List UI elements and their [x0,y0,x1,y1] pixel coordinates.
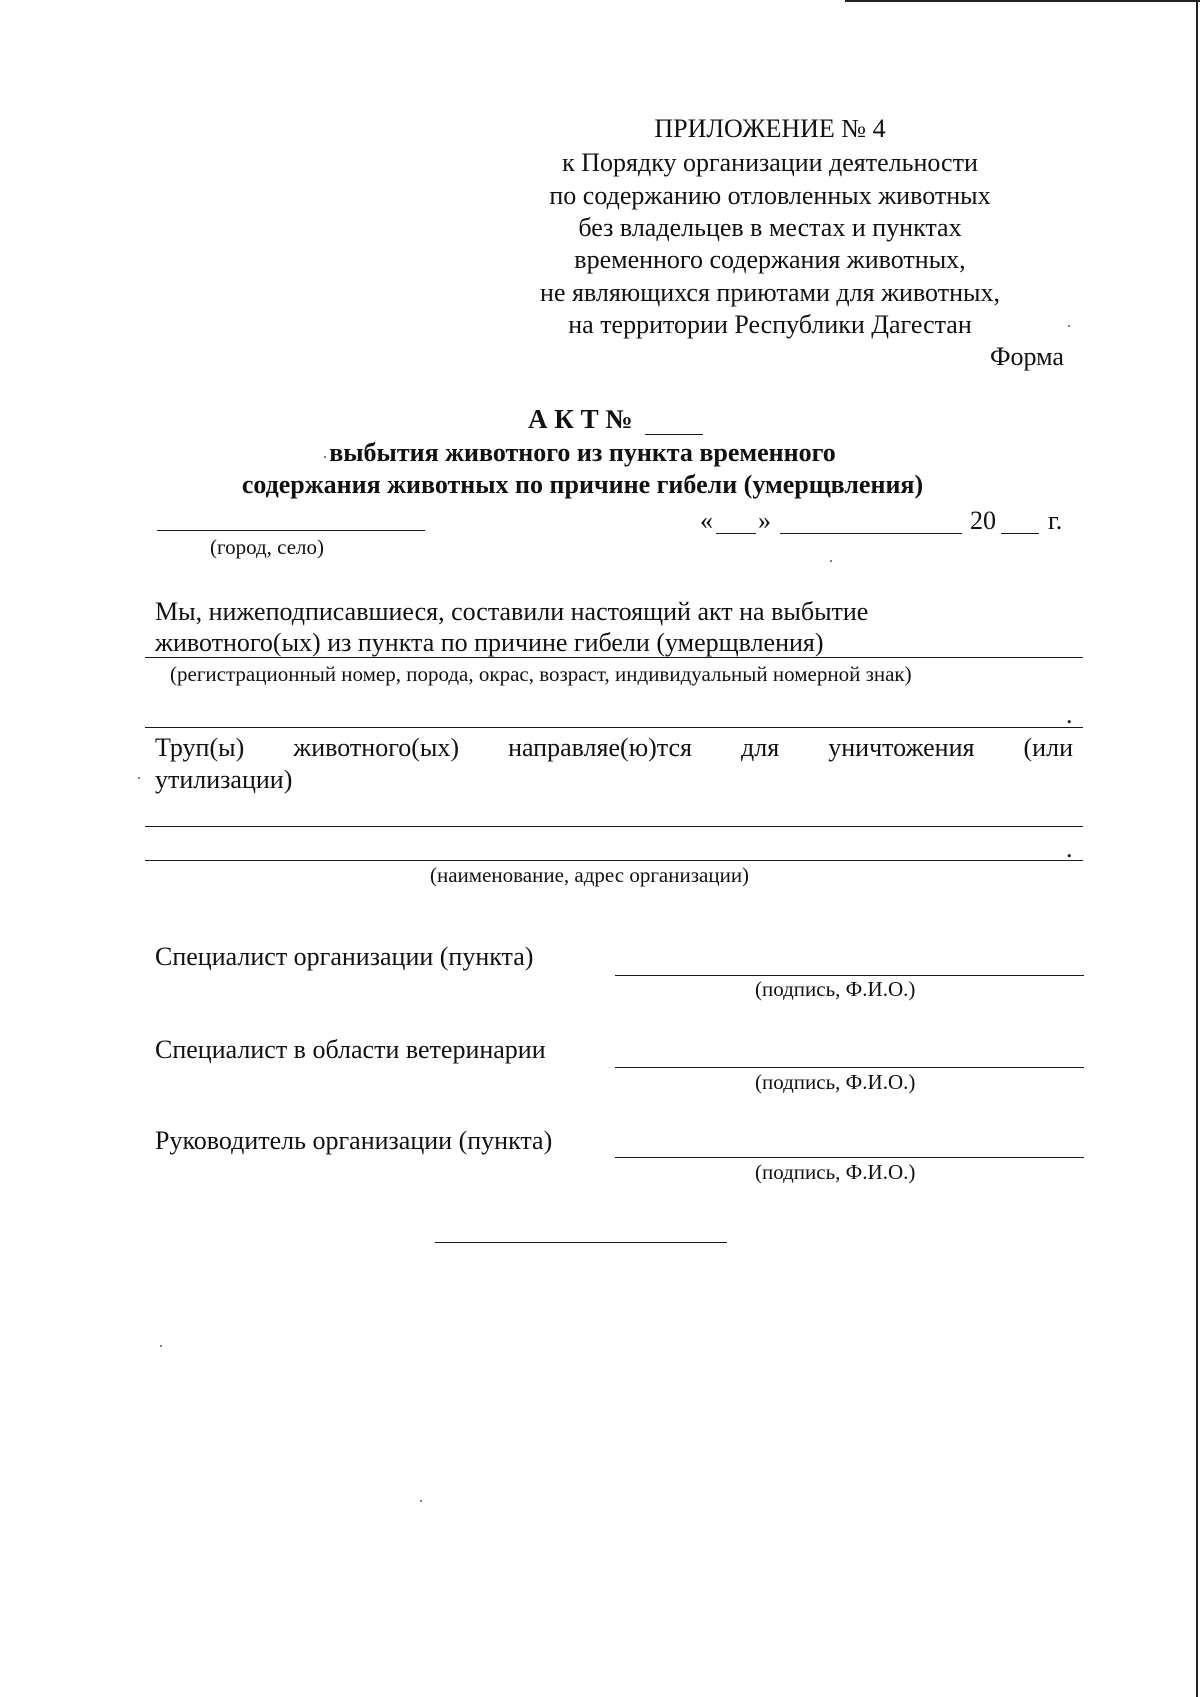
place-blank[interactable] [157,530,425,531]
act-title-line1: выбытия животного из пункта временного [329,438,836,467]
scan-speck [830,560,832,562]
date-quote-open: « [700,506,713,535]
line-end-dot: . [1066,834,1073,863]
scan-speck [324,456,326,458]
act-number-label: А К Т № [528,404,633,434]
signature-role-organization-head: Руководитель организации (пункта) [155,1126,553,1155]
signature-role-veterinary-specialist: Специалист в области ветеринарии [155,1035,546,1064]
date-year-suffix: г. [1048,506,1063,535]
paragraph2-word: Труп(ы) [155,733,245,762]
paragraph2-word: уничтожения [828,733,975,762]
date-day-blank[interactable] [716,533,756,534]
paragraph2-word: направляе(ю)тся [508,733,692,762]
animal-details-blank[interactable] [145,657,1083,658]
act-number-title [528,404,632,435]
paragraph2-word: (или [1023,733,1073,762]
signature-hint: (подпись, Ф.И.О.) [755,977,916,1001]
paragraph2-line1 [155,733,1073,763]
place-hint: (город, село) [210,535,325,559]
act-number-blank[interactable] [645,434,703,435]
date-year-prefix: 20 [970,506,996,535]
animal-details-hint: (регистрационный номер, порода, окрас, возраст, индивидуальный номерной знак) [170,662,912,686]
act-title-line2: содержания животных по причине гибели (умерщвления) [241,470,924,499]
scan-speck [420,1500,422,1502]
organization-blank-1[interactable] [145,826,1083,827]
appendix-heading: ПРИЛОЖЕНИЕ № 4 [654,114,886,143]
document-end-separator [435,1242,727,1243]
paragraph2-word: животного(ых) [293,733,460,762]
signature-blank-veterinary-specialist[interactable] [615,1067,1084,1068]
appendix-line: по содержанию отловленных животных [549,181,991,210]
paragraph1-line2: животного(ых) из пункта по причине гибели (умерщвления) [155,628,824,657]
date-quote-close: » [758,506,771,535]
appendix-line: не являющихся приютами для животных, [540,278,1000,307]
appendix-line: без владельцев в местах и пунктах [578,213,962,242]
organization-blank-2[interactable] [145,860,1083,861]
signature-blank-organization-specialist[interactable] [615,975,1084,976]
scan-speck [138,777,140,779]
paragraph1-line1: Мы, нижеподписавшиеся, составили настоящий акт на выбытие [155,597,869,626]
date-month-blank[interactable] [780,533,962,534]
scan-edge-top [845,0,1200,2]
line-end-dot: . [1066,700,1073,729]
scan-speck [160,1345,162,1347]
appendix-line: на территории Республики Дагестан [568,310,972,339]
appendix-line: к Порядку организации деятельности [562,148,978,177]
signature-hint: (подпись, Ф.И.О.) [755,1070,916,1094]
scan-edge-right [1196,0,1198,1697]
organization-hint: (наименование, адрес организации) [430,863,750,887]
signature-hint: (подпись, Ф.И.О.) [755,1160,916,1184]
paragraph2-line2: утилизации) [155,765,293,794]
form-label: Форма [990,342,1064,371]
appendix-line: временного содержания животных, [574,245,966,274]
paragraph2-word: для [741,733,780,762]
signature-role-organization-specialist: Специалист организации (пункта) [155,942,534,971]
scan-speck [1068,325,1070,327]
animal-details-blank-2[interactable] [145,727,1083,728]
signature-blank-organization-head[interactable] [615,1157,1084,1158]
date-year-blank[interactable] [1001,533,1039,534]
